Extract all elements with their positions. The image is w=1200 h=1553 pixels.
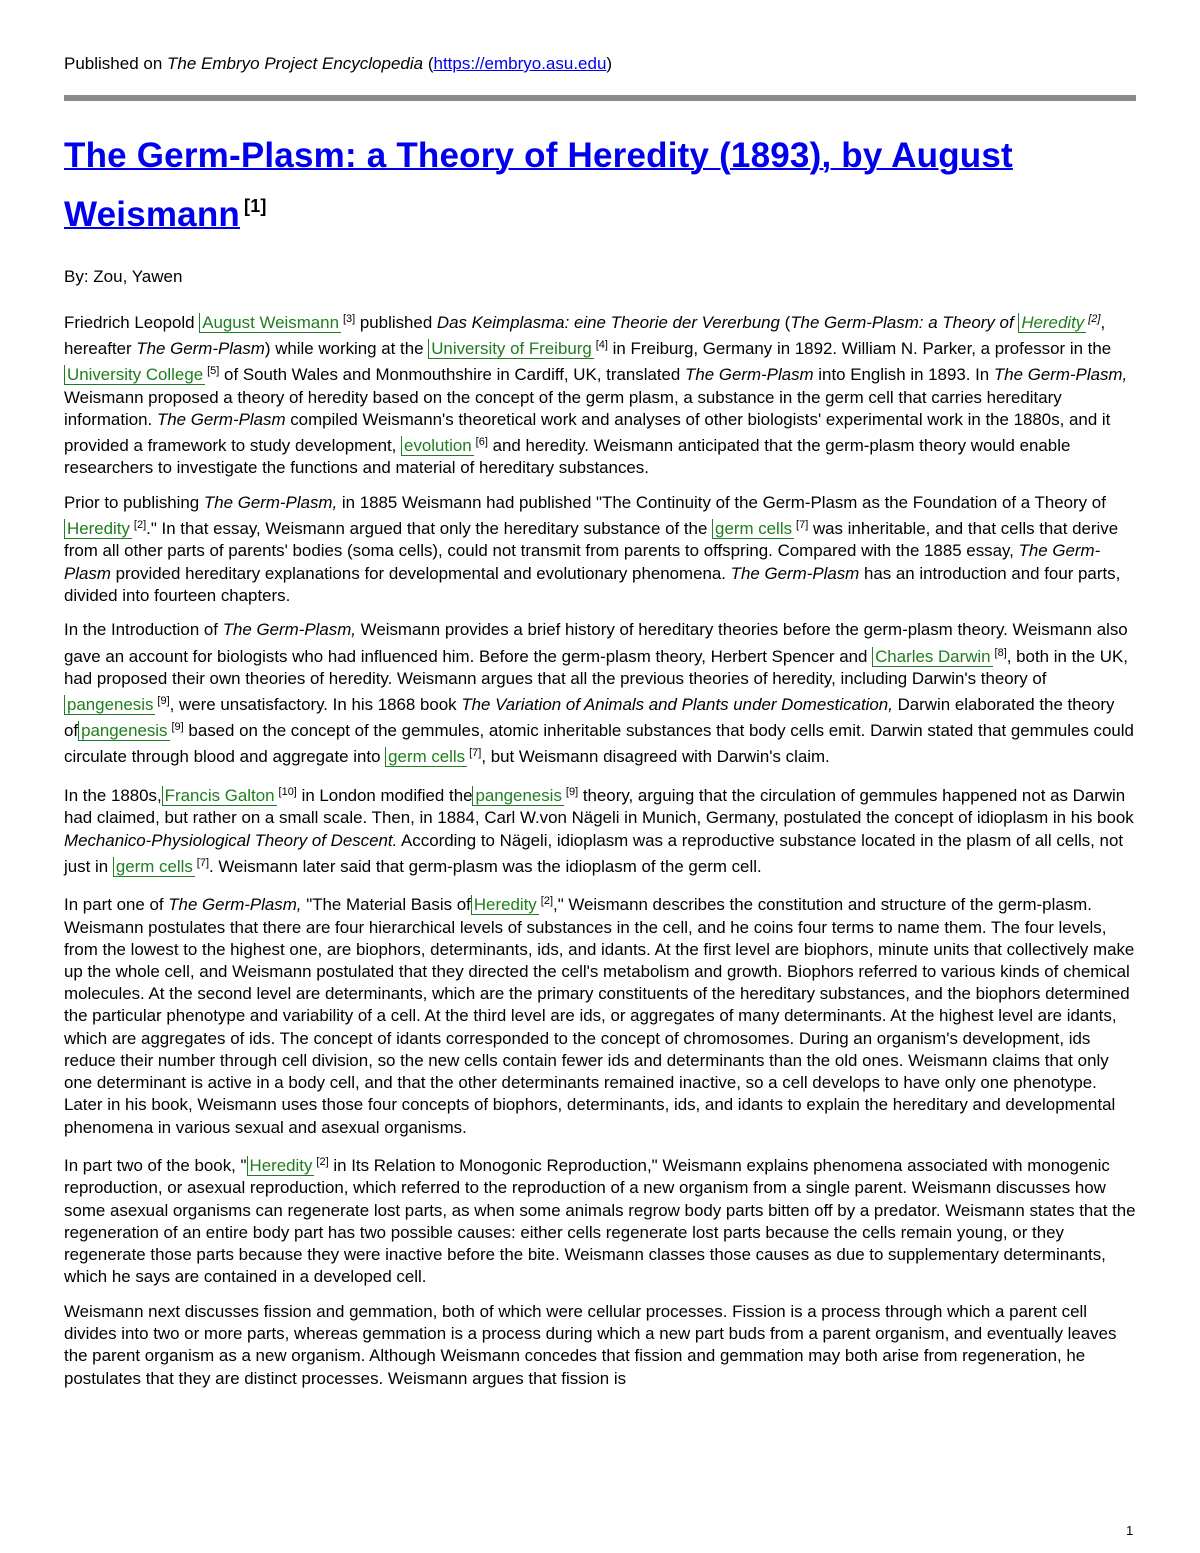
footnote-ref: [6] <box>475 436 488 449</box>
paragraph-4: In the 1880s, Francis Galton [10] in London modified the pangenesis [9] theory, arguing that the circulation of gemmules happened not as Darwin had claimed, but rather on a small scale. Then, in 1884, Carl W.von Nägeli in Munich, Germany, postulated the concept of idioplasm in his book Mechanico-Physiological Theory of Descent. According to Nägeli, idioplasm was a reproductive substance located in the plasm of all cells, not just in germ cells [7]. Weismann later said that germ-plasm was the idioplasm of the germ cell. <box>64 786 1134 876</box>
footnote-ref: [7] <box>796 519 809 532</box>
article-title <box>64 131 1136 240</box>
link-university-college[interactable]: University College <box>64 365 205 385</box>
link-heredity[interactable]: Heredity <box>471 895 539 915</box>
footnote-ref: [9] <box>171 721 184 734</box>
footnote-ref: [10] <box>278 786 297 799</box>
link-heredity[interactable]: Heredity <box>64 519 132 539</box>
footnote-ref: [9] <box>157 695 170 708</box>
link-university-of-freiburg[interactable]: University of Freiburg <box>428 339 594 359</box>
link-germ-cells[interactable]: germ cells <box>113 857 195 877</box>
footnote-ref: [7] <box>196 856 210 869</box>
footnote-ref: [2] <box>316 1156 329 1169</box>
link-heredity[interactable]: Heredity <box>1018 313 1086 333</box>
link-pangenesis[interactable]: pangenesis <box>78 721 169 741</box>
page-number: 1 <box>1126 1523 1134 1538</box>
published-line: Published on The Embryo Project Encyclopedia (https://embryo.asu.edu) <box>64 54 613 73</box>
article-body <box>64 308 1136 1402</box>
link-august-weismann[interactable]: August Weismann <box>199 313 341 333</box>
article-title-link[interactable]: The Germ-Plasm: a Theory of Heredity (1893), by August Weismann <box>64 136 1013 234</box>
header-divider <box>64 95 1136 101</box>
footnote-ref: [9] <box>565 786 579 799</box>
paragraph-3: In the Introduction of The Germ-Plasm, Weismann provides a brief history of hereditary theories before the germ-plasm theory. Weismann also gave an account for biologists who had influenced him. Before the germ-plasm theory, Herbert Spencer and Charles Darwin [8], both in the UK, had proposed their own theories of heredity. Weismann argues that all the previous theories of heredity, including Darwin's theory of pangenesis [9], were unsatisfactory. In his 1868 book The Variation of Animals and Plants under Domestication, Darwin elaborated the theory of pangenesis [9] based on the concept of the gemmules, atomic inheritable substances that body cells emit. Darwin stated that gemmules could circulate through blood and aggregate into germ cells [7], but Weismann disagreed with Darwin's claim. <box>64 620 1134 767</box>
link-pangenesis[interactable]: pangenesis <box>472 786 563 806</box>
footnote-ref: [2] <box>1088 313 1101 325</box>
site-name: The Embryo Project Encyclopedia <box>167 54 424 73</box>
footnote-ref: [7] <box>469 747 482 760</box>
footnote-ref: [3] <box>342 313 356 325</box>
paragraph-1: Friedrich Leopold August Weismann [3] published Das Keimplasma: eine Theorie der Vererbung (The Germ-Plasm: a Theory of Heredity [2], hereafter The Germ-Plasm) while working at the University of Freiburg [4] in Freiburg, Germany in 1892. William N. Parker, a professor in the University College [5] of South Wales and Monmouthshire in Cardiff, UK, translated The Germ-Plasm into English in 1893. In The Germ-Plasm, Weismann proposed a theory of heredity based on the concept of the germ plasm, a substance in the germ cell that carries hereditary information. The Germ-Plasm compiled Weismann's theoretical work and analyses of other biologists' experimental work in the 1880s, and it provided a framework to study development, evolution [6] and heredity. Weismann anticipated that the germ-plasm theory would enable researchers to investigate the functions and material of hereditary substances. <box>64 313 1128 478</box>
byline: By: Zou, Yawen <box>64 267 183 286</box>
site-url-link[interactable]: https://embryo.asu.edu <box>433 54 607 73</box>
paragraph-5: In part one of The Germ-Plasm, "The Material Basis of Heredity [2]," Weismann describes the constitution and structure of the germ-plasm. Weismann postulates that there are four hierarchical levels of substances in the cell, and he coins four terms to name them. The four levels, from the lowest to the highest one, are biophors, determinants, ids, and idants. At the first level are biophors, minute units that collectively make up the whole cell, and Weismann postulated that they directed the cell's metabolism and growth. Biophors referred to various kinds of chemical molecules. At the second level are determinants, which are the primary constituents of the hereditary substances, and the biophors determined the particular phenotype and variability of a cell. At the third level are ids, or aggregates of many determinants. At the highest level are idants, which are aggregates of ids. The concept of idants corresponded to the concept of chromosomes. During an organism's development, ids reduce their number through cell division, so the new cells contain fewer ids and determinants than the old ones. Weismann claims that only one determinant is active in a body cell, and that the other determinants remained inactive, so a cell develops to have only one phenotype. Later in his book, Weismann uses those four concepts of biophors, determinants, ids, and idants to explain the hereditary and developmental phenomena in various sexual and asexual organisms. <box>64 895 1135 1137</box>
link-evolution[interactable]: evolution <box>401 436 474 456</box>
paragraph-6: In part two of the book, " Heredity [2] in Its Relation to Monogonic Reproduction," Weismann explains phenomena associated with monogenic reproduction, or asexual reproduction, which referred to the reproduction of a new organism from a single parent. Weismann discusses how some asexual organisms can regenerate lost parts, as when some animals regrow body parts bitten off by a predator. Weismann states that the regeneration of an entire body part has two possible causes: either cells regenerate lost parts because the cells remain young, or they regenerate those parts because they were inactive before the bite. Weismann classes those causes as due to supplementary determinants, which he says are contained in a developed cell. <box>64 1156 1136 1287</box>
footnote-ref: [8] <box>994 646 1007 659</box>
title-ref: [1] <box>244 196 267 216</box>
link-charles-darwin[interactable]: Charles Darwin <box>872 647 992 667</box>
link-germ-cells[interactable]: germ cells <box>385 747 467 767</box>
footnote-ref: [2] <box>133 519 147 532</box>
link-heredity[interactable]: Heredity <box>247 1156 315 1176</box>
footnote-ref: [2] <box>540 895 553 908</box>
footnote-ref: [4] <box>595 339 608 352</box>
footnote-ref: [5] <box>207 365 220 378</box>
paragraph-2: Prior to publishing The Germ-Plasm, in 1885 Weismann had published "The Continuity of the Germ-Plasm as the Foundation of a Theory of Heredity [2]." In that essay, Weismann argued that only the hereditary substance of the germ cells [7] was inheritable, and that cells that derive from all other parts of parents' bodies (soma cells), could not transmit from parents to offspring. Compared with the 1885 essay, The Germ-Plasm provided hereditary explanations for developmental and evolutionary phenomena. The Germ-Plasm has an introduction and four parts, divided into fourteen chapters. <box>64 492 1121 605</box>
link-pangenesis[interactable]: pangenesis <box>64 695 155 715</box>
link-germ-cells[interactable]: germ cells <box>712 519 794 539</box>
link-francis-galton[interactable]: Francis Galton <box>162 786 277 806</box>
paragraph-7: Weismann next discusses fission and gemmation, both of which were cellular processes. Fission is a process through which a parent cell divides into two or more parts, whereas gemmation is a process during which a new part buds from a parent organism, and eventually leaves the parent organism as a new organism. Although Weismann concedes that fission and gemmation may both arise from regeneration, he postulates that they are distinct processes. Weismann argues that fission is <box>64 1301 1117 1388</box>
